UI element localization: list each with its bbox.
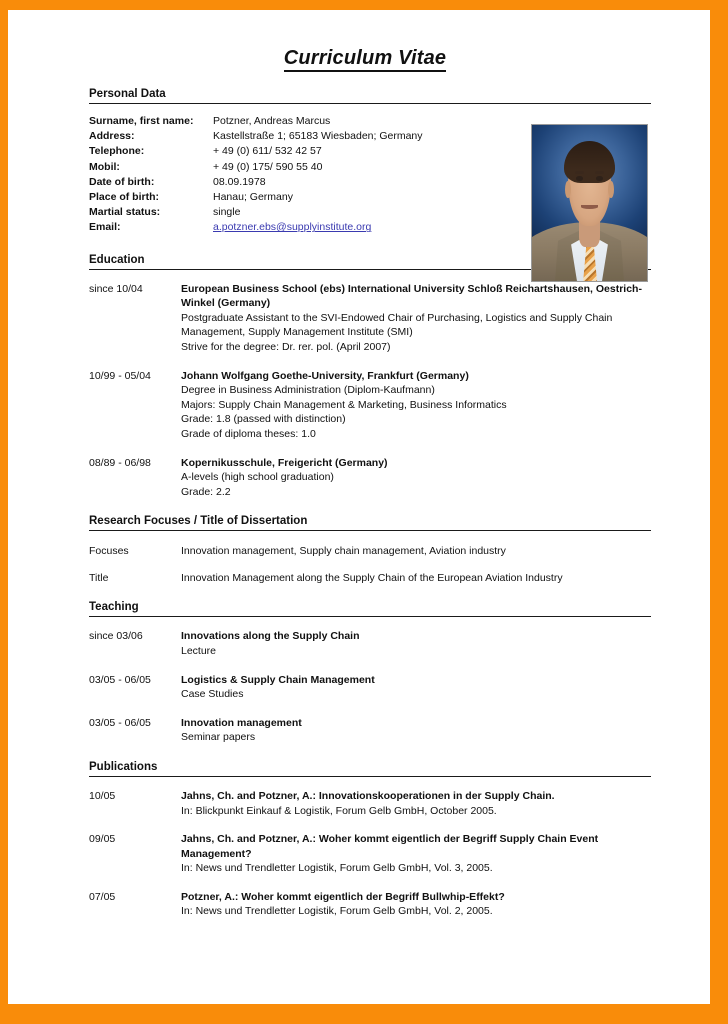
entry-body — [181, 789, 651, 818]
row-value: Innovation Management along the Supply Chain of the European Aviation Industry — [181, 572, 563, 585]
table-row — [89, 144, 423, 159]
field-label: Telephone: — [89, 145, 145, 158]
table-row — [89, 114, 423, 129]
row-value: Innovation management, Supply chain management, Aviation industry — [181, 545, 506, 558]
field-label: Place of birth: — [89, 191, 160, 204]
list-item — [89, 789, 651, 818]
field-value: Kastellstraße 1; 65183 Wiesbaden; Germany — [213, 130, 423, 143]
photo-eyebrow-left — [575, 171, 584, 174]
entry-line: Strive for the degree: Dr. rer. pol. (April 2007) — [181, 341, 391, 353]
entry-line: Case Studies — [181, 688, 244, 701]
table-row — [89, 160, 423, 175]
entry-date: 03/05 - 06/05 — [89, 673, 151, 686]
list-item — [89, 282, 651, 355]
entry-date: since 10/04 — [89, 282, 143, 295]
section-heading-publications: Publications — [89, 761, 651, 777]
entry-title: Innovations along the Supply Chain — [181, 630, 360, 643]
entry-body — [181, 716, 651, 745]
photo-ear-right — [608, 181, 614, 198]
avatar — [531, 124, 648, 282]
entry-title: Kopernikusschule, Freigericht (Germany) — [181, 456, 388, 469]
entry-line: In: News und Trendletter Logistik, Forum Gelb GmbH, Vol. 2, 2005. — [181, 905, 493, 918]
photo-mouth — [581, 205, 597, 209]
entry-body — [181, 890, 651, 919]
list-item — [89, 673, 651, 702]
row-label: Title — [89, 572, 109, 585]
section-heading-research-focuses: Research Focuses / Title of Dissertation — [89, 515, 651, 531]
entry-body — [181, 369, 651, 442]
entry-line: Postgraduate Assistant to the SVI-Endowed Chair of Purchasing, Logistics and Supply Chain Management, Supply Management Institute (SMI) — [181, 311, 613, 339]
field-label: Mobil: — [89, 160, 120, 173]
photo-eye-left — [576, 176, 583, 181]
education-entries — [89, 282, 651, 500]
entry-title: Logistics & Supply Chain Management — [181, 673, 375, 686]
entry-line: Seminar papers — [181, 731, 256, 744]
entry-title: Jahns, Ch. and Potzner, A.: Woher kommt eigentlich der Begriff Supply Chain Event Management? — [181, 833, 599, 860]
document-paper — [8, 10, 710, 1004]
field-label: Surname, first name: — [89, 115, 194, 127]
field-label: Date of birth: — [89, 175, 155, 188]
page-title — [89, 10, 651, 70]
table-row — [89, 190, 423, 205]
publications-entries — [89, 789, 651, 919]
entry-line: Degree in Business Administration (Diplom-Kaufmann) — [181, 384, 435, 397]
entry-line: Grade of diploma theses: 1.0 — [181, 427, 316, 440]
entry-date: since 03/06 — [89, 630, 143, 643]
entry-body — [181, 832, 651, 876]
entry-title: European Business School (ebs) International University Schloß Reichartshausen, Oestrich-Winkel (Germany) — [181, 282, 642, 310]
entry-line: In: News und Trendletter Logistik, Forum Gelb GmbH, Vol. 3, 2005. — [181, 862, 493, 875]
table-row — [89, 220, 423, 235]
table-row — [89, 205, 423, 220]
section-heading-education: Education — [89, 254, 651, 270]
list-item — [89, 369, 651, 442]
section-heading-personal-data: Personal Data — [89, 88, 651, 104]
field-value: + 49 (0) 611/ 532 42 57 — [213, 145, 322, 158]
entry-body — [181, 456, 651, 500]
list-item — [89, 716, 651, 745]
section-heading-teaching: Teaching — [89, 601, 651, 617]
list-item — [89, 456, 651, 500]
entry-date: 07/05 — [89, 890, 116, 903]
list-item — [89, 890, 651, 919]
list-item — [89, 629, 651, 658]
entry-date: 09/05 — [89, 833, 116, 846]
entry-body — [181, 282, 651, 355]
entry-date: 08/89 - 06/98 — [89, 456, 151, 469]
list-item — [89, 544, 651, 558]
personal-data-table — [89, 114, 423, 236]
personal-data-block — [89, 114, 651, 236]
document-content — [89, 10, 651, 1004]
field-value: 08.09.1978 — [213, 175, 266, 188]
research-rows — [89, 544, 651, 585]
field-value: single — [213, 206, 241, 219]
entry-line: Majors: Supply Chain Management & Marketing, Business Informatics — [181, 398, 507, 411]
entry-body — [181, 629, 651, 658]
list-item — [89, 571, 651, 585]
field-label: Martial status: — [89, 206, 161, 219]
teaching-entries — [89, 629, 651, 745]
list-item — [89, 832, 651, 876]
entry-title: Johann Wolfgang Goethe-University, Frankfurt (Germany) — [181, 369, 469, 382]
entry-date: 10/99 - 05/04 — [89, 369, 151, 382]
entry-date: 03/05 - 06/05 — [89, 716, 151, 729]
entry-line: A-levels (high school graduation) — [181, 471, 334, 484]
entry-body — [181, 673, 651, 702]
field-label: Email: — [89, 221, 121, 234]
field-value: Hanau; Germany — [213, 191, 293, 204]
field-value: Potzner, Andreas Marcus — [213, 115, 331, 127]
field-label: Address: — [89, 130, 135, 143]
entry-title: Potzner, A.: Woher kommt eigentlich der Begriff Bullwhip-Effekt? — [181, 890, 505, 903]
table-row — [89, 175, 423, 190]
email-link[interactable]: a.potzner.ebs@supplyinstitute.org — [213, 221, 372, 234]
entry-title: Innovation management — [181, 716, 302, 729]
entry-line: Grade: 1.8 (passed with distinction) — [181, 413, 346, 426]
page-title-text: Curriculum Vitae — [284, 47, 447, 72]
table-row — [89, 129, 423, 144]
entry-line: Lecture — [181, 644, 217, 657]
entry-line: Grade: 2.2 — [181, 485, 231, 498]
field-value: + 49 (0) 175/ 590 55 40 — [213, 160, 323, 173]
entry-date: 10/05 — [89, 789, 116, 802]
row-label: Focuses — [89, 545, 129, 558]
entry-line: In: Blickpunkt Einkauf & Logistik, Forum Gelb GmbH, October 2005. — [181, 804, 497, 817]
entry-title: Jahns, Ch. and Potzner, A.: Innovationskooperationen in der Supply Chain. — [181, 789, 555, 802]
